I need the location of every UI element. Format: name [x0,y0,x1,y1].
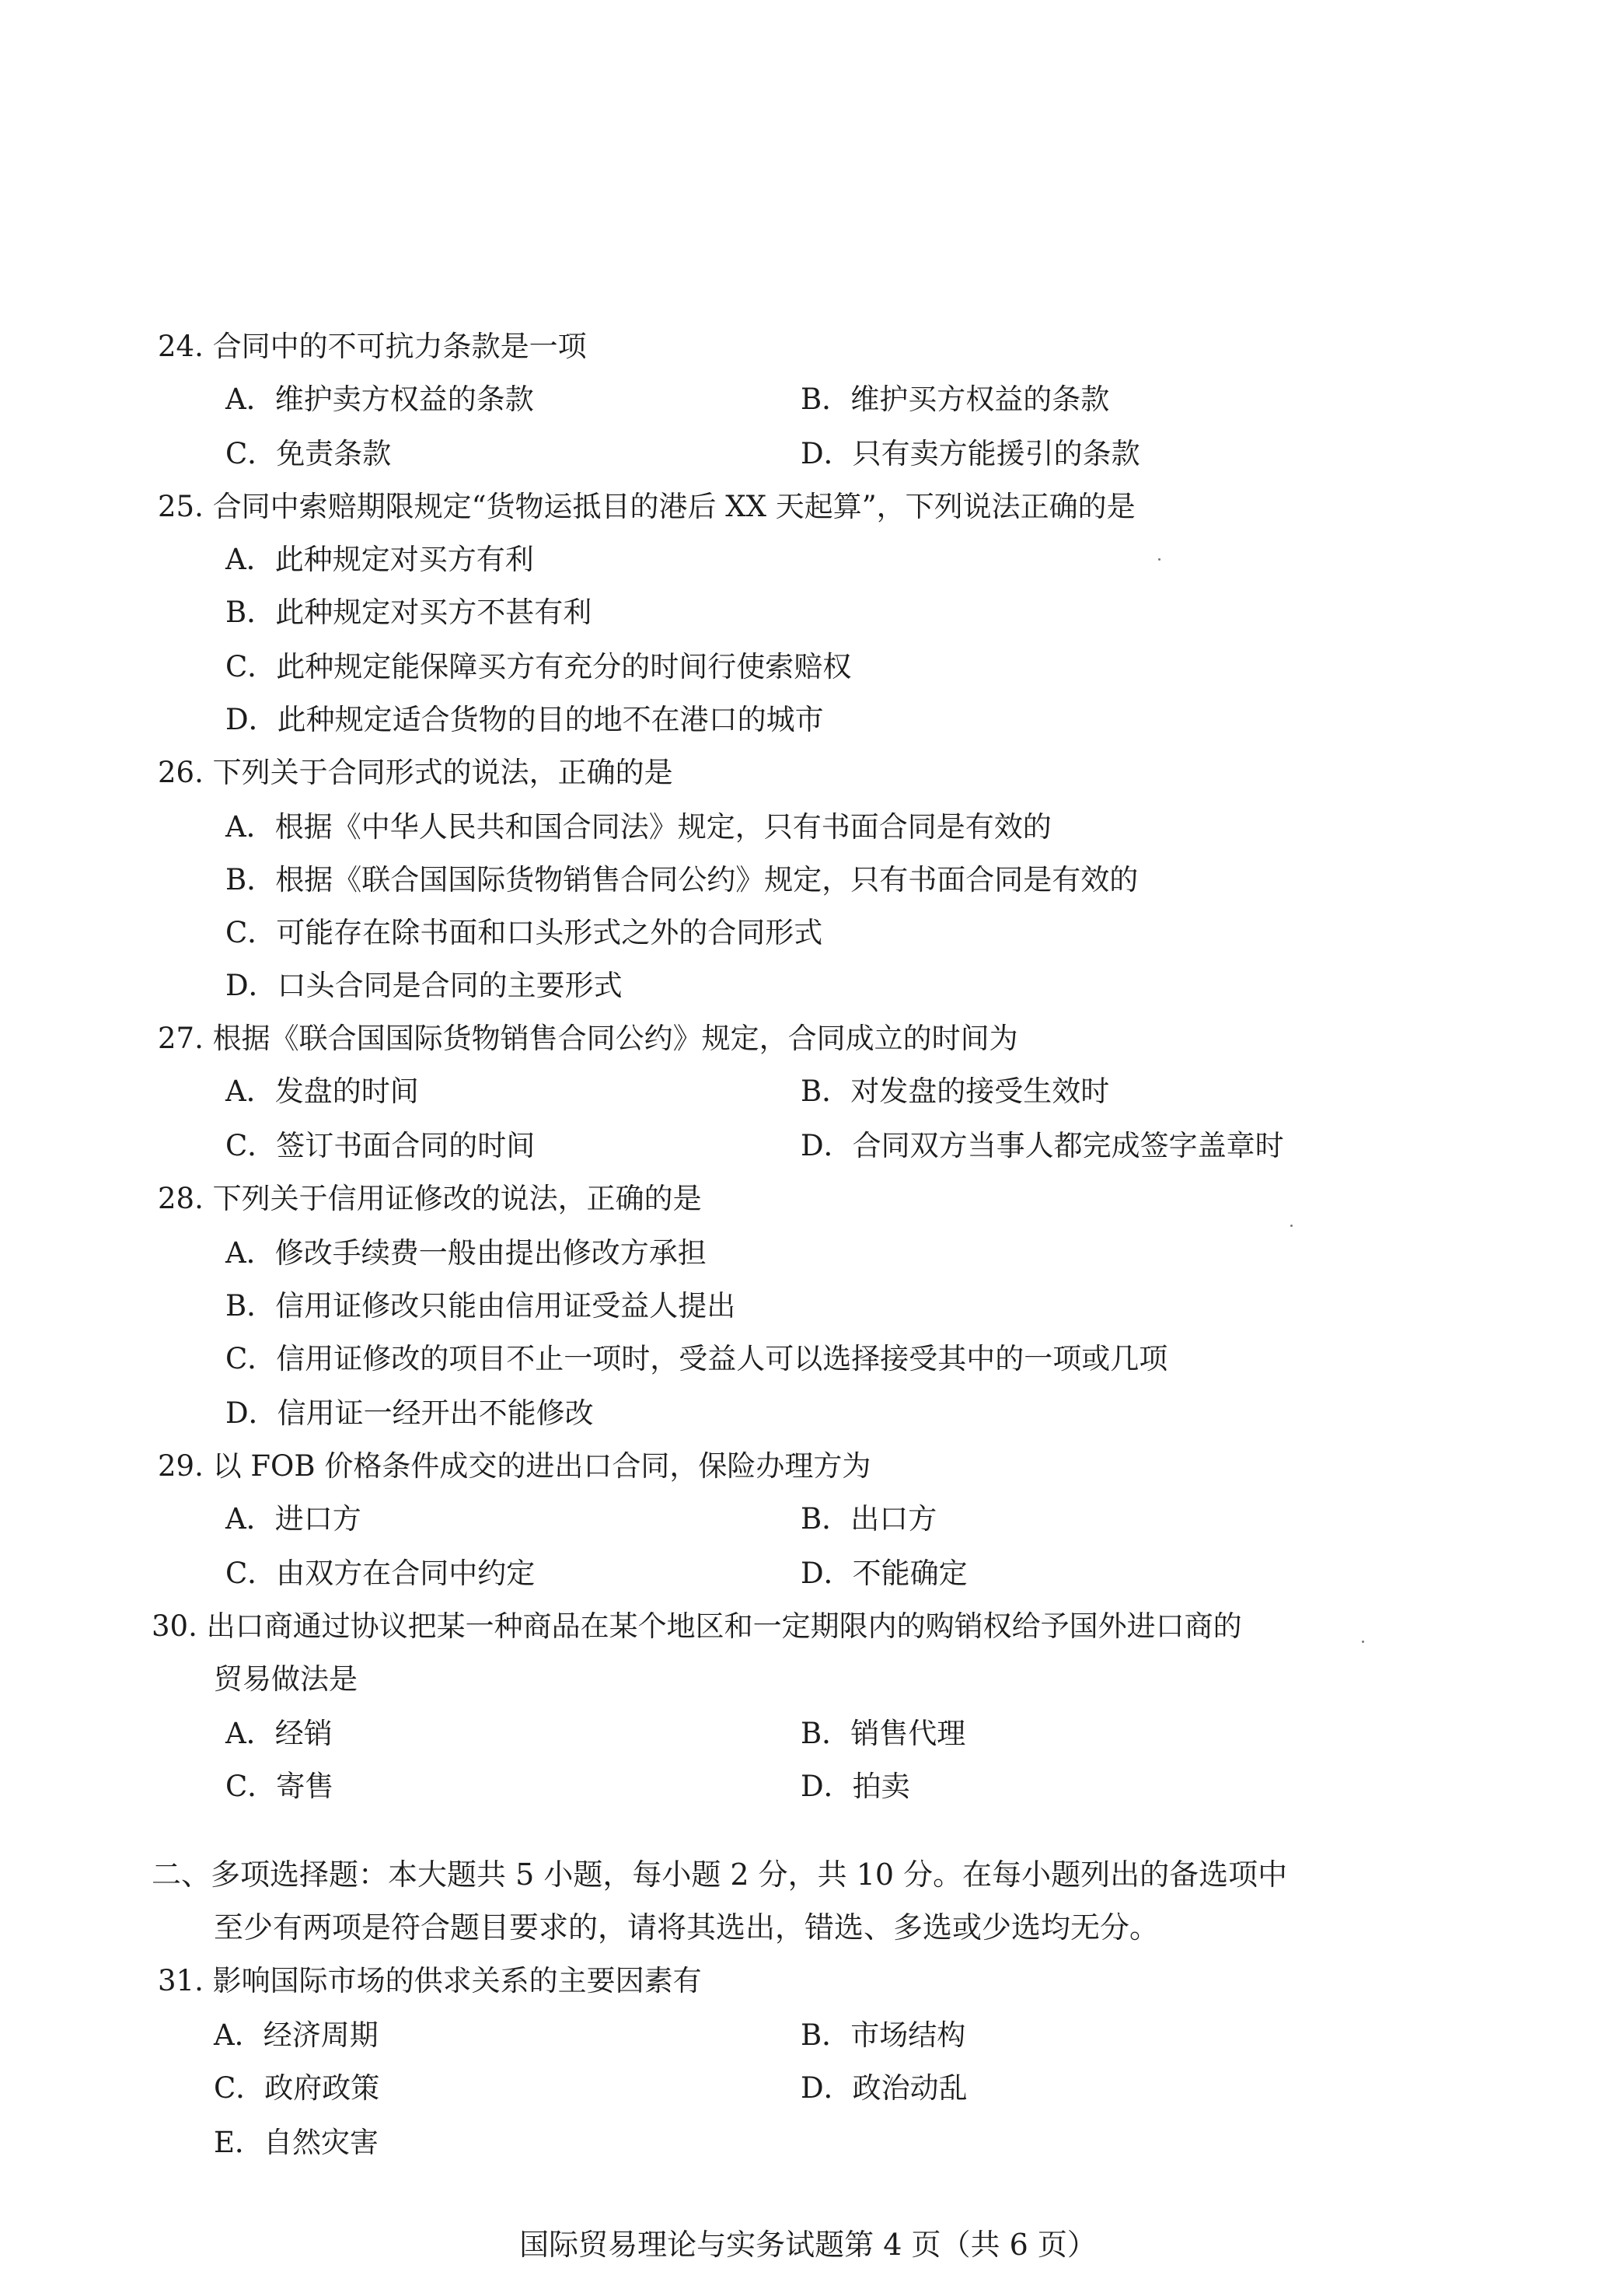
option-c: C．寄售 [225,1770,334,1803]
option-c: C．签订书面合同的时间 [225,1129,536,1162]
option-a: A．修改手续费一般由提出修改方承担 [225,1236,707,1270]
question-number: 24. [158,330,204,363]
option-a: A．经济周期 [214,2018,379,2052]
question-29 [158,1448,871,1485]
option-b: B．市场结构 [801,2018,966,2052]
option-a: A．维护卖方权益的条款 [225,383,534,416]
question-31 [158,1962,702,2000]
section-heading: 二、多项选择题：本大题共 5 小题，每小题 2 分，共 10 分。在每小题列出的备选项中 [152,1857,1288,1892]
question-stem: 合同中索赔期限规定“货物运抵目的港后 XX 天起算”，下列说法正确的是 [212,490,1136,523]
question-number: 27. [158,1022,204,1055]
question-28 [158,1180,702,1218]
question-number: 31. [158,1964,204,1997]
question-number: 26. [158,756,204,789]
scan-speck [1290,1225,1293,1227]
question-number: 28. [158,1182,204,1215]
option-a: A．根据《中华人民共和国合同法》规定，只有书面合同是有效的 [225,810,1052,844]
option-a: A．此种规定对买方有利 [225,543,534,576]
question-number: 30. [152,1609,197,1643]
scan-speck [1362,1641,1364,1643]
question-stem: 根据《联合国国际货物销售合同公约》规定，合同成立的时间为 [212,1022,1018,1055]
option-c: C．由双方在合同中约定 [225,1557,536,1590]
question-24 [158,328,587,365]
option-b: B．对发盘的接受生效时 [801,1075,1110,1108]
option-c: C．信用证修改的项目不止一项时，受益人可以选择接受其中的一项或几项 [225,1342,1168,1375]
option-d: D．政治动乱 [801,2071,968,2105]
question-stem-continuation: 贸易做法是 [214,1662,358,1696]
question-25 [158,488,1136,526]
option-b: B．信用证修改只能由信用证受益人提出 [225,1289,736,1323]
option-a: A．经销 [225,1717,333,1750]
section-instructions: 至少有两项是符合题目要求的，请将其选出，错选、多选或少选均无分。 [214,1910,1160,1945]
question-stem: 以 FOB 价格条件成交的进出口合同，保险办理方为 [212,1449,871,1483]
question-stem: 出口商通过协议把某一种商品在某个地区和一定期限内的购销权给予国外进口商的 [206,1609,1242,1643]
option-d: D．不能确定 [801,1557,968,1590]
option-b: B．维护买方权益的条款 [801,383,1110,416]
option-b: B．出口方 [801,1502,937,1536]
option-b: B．根据《联合国国际货物销售合同公约》规定，只有书面合同是有效的 [225,863,1139,896]
question-stem: 下列关于合同形式的说法，正确的是 [212,756,673,789]
option-d: D．合同双方当事人都完成签字盖章时 [801,1129,1284,1162]
option-c: C．此种规定能保障买方有充分的时间行使索赔权 [225,650,852,683]
option-e: E．自然灾害 [214,2126,379,2159]
option-b: B．此种规定对买方不甚有利 [225,596,592,629]
option-a: A．进口方 [225,1502,361,1536]
option-a: A．发盘的时间 [225,1075,419,1108]
option-d: D．此种规定适合货物的目的地不在港口的城市 [225,703,824,736]
scan-speck [1158,558,1161,561]
option-c: C．政府政策 [214,2071,380,2105]
question-number: 29. [158,1449,204,1483]
question-stem: 合同中的不可抗力条款是一项 [212,330,587,363]
option-d: D．口头合同是合同的主要形式 [225,969,623,1002]
option-c: C．可能存在除书面和口头形式之外的合同形式 [225,916,823,949]
option-d: D．信用证一经开出不能修改 [225,1396,594,1430]
question-30 [152,1608,1242,1645]
question-26 [158,754,673,792]
option-b: B．销售代理 [801,1717,966,1750]
question-27 [158,1020,1018,1057]
option-d: D．只有卖方能援引的条款 [801,437,1140,470]
question-stem: 影响国际市场的供求关系的主要因素有 [212,1964,702,1997]
question-number: 25. [158,490,204,523]
page-footer: 国际贸易理论与实务试题第 4 页（共 6 页） [519,2228,1097,2262]
option-c: C．免责条款 [225,437,392,470]
option-d: D．拍卖 [801,1770,910,1803]
question-stem: 下列关于信用证修改的说法，正确的是 [212,1182,702,1215]
